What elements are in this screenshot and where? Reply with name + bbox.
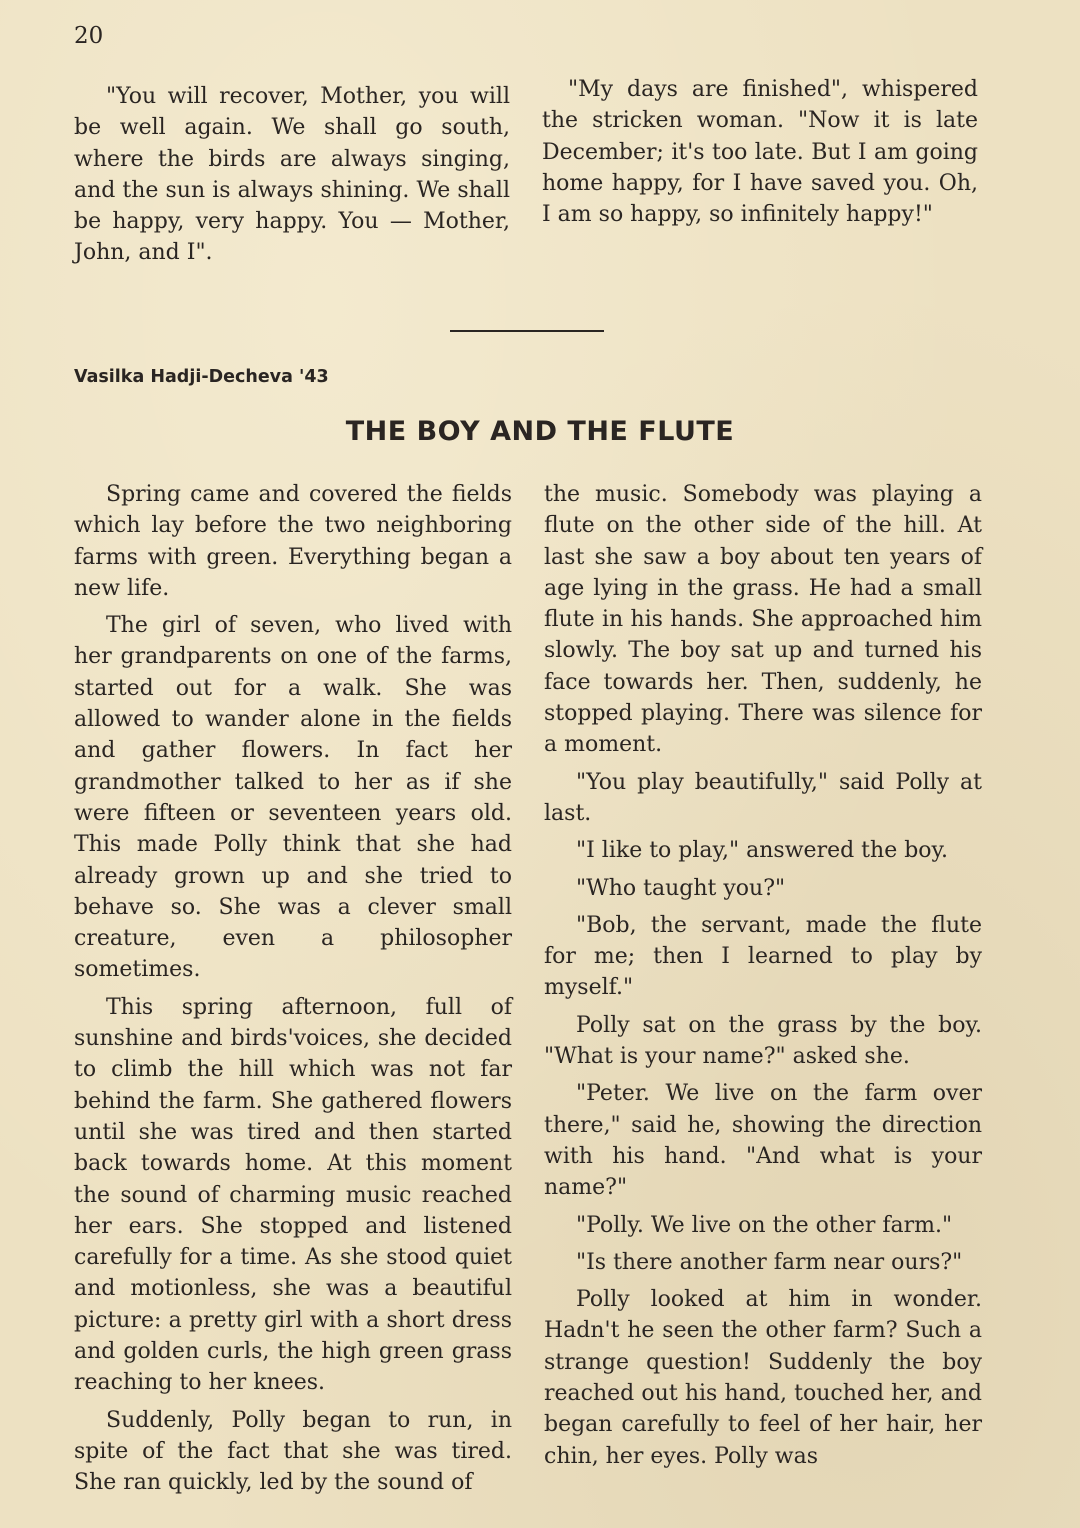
paragraph: "I like to play," answered the boy.: [576, 838, 949, 864]
paragraph: Spring came and covered the fields which lay before the two neighboring farms with green. Everything began a new life.: [74, 482, 512, 601]
paragraph: "You play beautifully," said Polly at last.: [544, 769, 982, 826]
paragraph: "Polly. We live on the other farm.": [576, 1212, 953, 1238]
paragraph: "My days are finished", whispered the stricken woman. "Now it is late December; it's too late. But I am going home happy, for I have saved you. Oh, I am so happy, so infinitely happy!": [542, 77, 978, 228]
paragraph: "You will recover, Mother, you will be well again. We shall go south, where the birds are always singing, and the sun is always shining. We shall be happy, very happy. You — Mother, John, and I".: [74, 84, 510, 266]
paragraph: The girl of seven, who lived with her grandparents on one of the farms, started out for a walk. She was allowed to wander alone in the fields and gather flowers. In fact her grandmother talked to her as if she were fifteen or seventeen years old. This made Polly think that she had already grown up and she tried to behave so. She was a clever small creature, even a philosopher sometimes.: [74, 613, 512, 983]
story-right-column: [544, 479, 982, 1478]
page-number: 20: [74, 23, 104, 49]
story-title: THE BOY AND THE FLUTE: [345, 416, 735, 447]
author-byline: Vasilka Hadji-Decheva '43: [74, 367, 329, 387]
paragraph: Polly sat on the grass by the boy. "What is your name?" asked she.: [544, 1012, 982, 1070]
paragraph: "Is there another farm near ours?": [576, 1249, 963, 1275]
paragraph: This spring afternoon, full of sunshine and birds'voices, she decided to climb the hill which was not far behind the farm. She gathered flowers until she was tired and then started back towards home. At this moment the sound of charming music reached her ears. She stopped and listened carefully for a time. As she stood quiet and motionless, she was a beautiful picture: a pretty girl with a short dress and golden curls, the high green grass reaching to her knees.: [74, 994, 512, 1396]
previous-story-left-column: [74, 81, 510, 275]
paragraph: Polly looked at him in wonder. Hadn't he seen the other farm? Such a strange question! Suddenly the boy reached out his hand, touched her, and began carefully to feel of her hair, her chin, her eyes. Polly was: [544, 1287, 982, 1469]
paragraph: Suddenly, Polly began to run, in spite of the fact that she was tired. She ran quickly, led by the sound of: [74, 1407, 512, 1496]
section-divider: [450, 330, 604, 332]
story-left-column: [74, 479, 512, 1505]
paragraph: "Who taught you?": [576, 875, 786, 901]
paragraph: "Bob, the servant, made the flute for me; then I learned to play by myself.": [544, 912, 982, 1001]
previous-story-right-column: [542, 74, 978, 236]
paragraph-continuation: the music. Somebody was playing a flute on the other side of the hill. At last she saw a boy about ten years of age lying in the grass. He had a small flute in his hands. She approached him slowly. The boy sat up and turned his face towards her. Then, suddenly, he stopped playing. There was silence for a moment.: [544, 482, 982, 758]
paragraph: "Peter. We live on the farm over there," said he, showing the direction with his hand. "And what is your name?": [544, 1081, 982, 1201]
